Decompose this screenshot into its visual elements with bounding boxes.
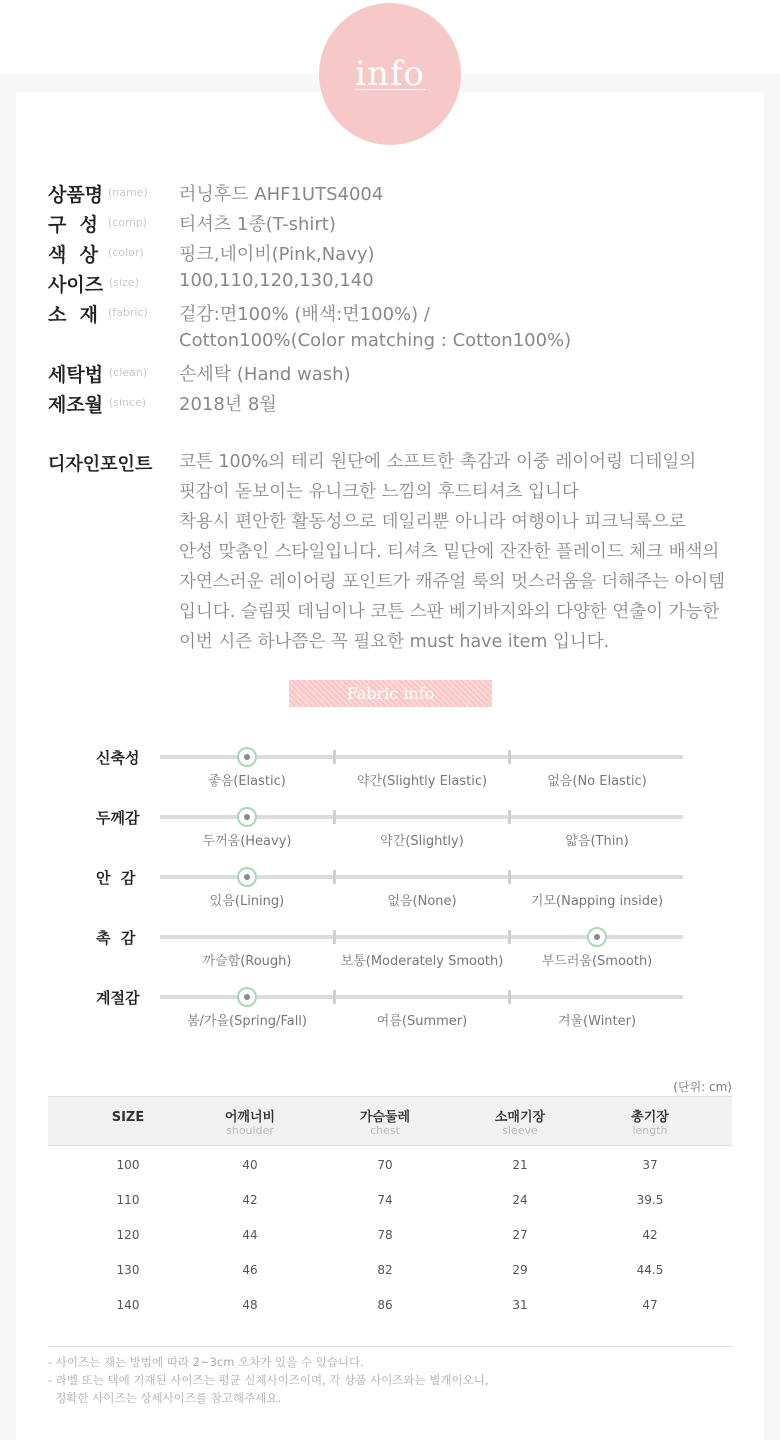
spec-label: 상품명 [48,184,104,206]
table-cell: 44 [242,1228,258,1242]
info-badge [319,3,461,145]
fabric-option: 얇음(Thin) [565,834,629,849]
spec-label: 구 성 [48,214,98,236]
design-line: 이번 시즌 하나쯤은 꼭 필요한 must have item 입니다. [179,632,610,652]
table-cell: 74 [377,1193,393,1207]
fabric-option: 두꺼움(Heavy) [202,834,292,849]
unit-note: (단위: cm) [673,1080,732,1094]
column-header [455,1097,585,1137]
scale-divider [333,810,336,824]
fabric-option: 부드러움(Smooth) [541,954,653,969]
design-line: 코튼 100%의 테리 원단에 소프트한 촉감과 이중 레이어링 디테일의 [179,452,697,472]
size-table [48,1096,732,1321]
table-cell: 78 [377,1228,393,1242]
table-cell: 42 [642,1228,658,1242]
spec-label: 사이즈 [48,274,104,296]
fabric-option: 여름(Summer) [376,1014,468,1029]
column-header-en: length [632,1124,668,1137]
fabric-row [0,928,780,988]
column-header-ko: 총기장 [631,1110,669,1125]
spec-value: 겉감:면100% (배색:면100%) / [179,304,430,325]
selected-indicator [237,867,257,887]
spec-value: Cotton100%(Color matching : Cotton100%) [179,330,572,351]
column-header-en: chest [370,1124,400,1137]
selected-indicator [237,807,257,827]
design-point-text [179,450,764,660]
spec-value: 손세탁 (Hand wash) [179,364,351,385]
fabric-option: 약간(Slightly) [380,834,464,849]
table-cell: 140 [116,1298,140,1312]
table-cell: 70 [377,1158,393,1172]
spec-label: 제조월 [48,394,104,416]
fabric-option: 있음(Lining) [209,894,285,909]
column-header [185,1097,315,1137]
column-header [320,1097,450,1137]
table-row [48,1146,732,1181]
fabric-row-label: 촉 감 [96,929,136,947]
size-notes [48,1353,488,1407]
fabric-row-label: 두께감 [96,809,140,827]
table-cell: 130 [116,1263,140,1277]
spec-label: 색 상 [48,244,98,266]
fabric-info-banner: Fabric info [289,680,492,707]
design-line: 착용시 편안한 활동성으로 데일리뿐 아니라 여행이나 피크닉룩으로 [179,512,686,532]
scale-divider [333,870,336,884]
table-cell: 46 [242,1263,258,1277]
fabric-row [0,808,780,868]
column-header-ko: 가슴둘레 [359,1110,411,1125]
table-cell: 120 [116,1228,140,1242]
selected-indicator [237,987,257,1007]
table-row [48,1181,732,1216]
note-line: - 사이즈는 재는 방법에 따라 2~3cm 오차가 있을 수 있습니다. [48,1355,364,1369]
column-header [63,1097,193,1125]
table-divider [48,1346,732,1347]
spec-label: 소 재 [48,304,98,326]
scale-divider [333,990,336,1004]
scale-divider [333,750,336,764]
scale-divider [508,750,511,764]
table-cell: 29 [512,1263,528,1277]
size-table-header [48,1096,732,1146]
table-cell: 40 [242,1158,258,1172]
selected-indicator [237,747,257,767]
table-row [48,1251,732,1286]
spec-sublabel: (clean) [109,366,148,379]
table-cell: 100 [116,1158,140,1172]
fabric-row [0,988,780,1048]
table-cell: 27 [512,1228,528,1242]
table-row [48,1286,732,1321]
fabric-row [0,868,780,928]
spec-value: 100,110,120,130,140 [179,270,374,291]
scale-divider [508,870,511,884]
fabric-option: 없음(No Elastic) [547,774,647,789]
design-line: 입니다. 슬림핏 데님이나 코튼 스판 베기바지와의 다양한 연출이 가능한 [179,602,720,622]
column-header-ko: 어깨너비 [224,1110,276,1125]
column-header-en: shoulder [226,1124,274,1137]
info-title: info [355,54,425,94]
selected-indicator [587,927,607,947]
size-table-body [48,1146,732,1321]
spec-sublabel: (fabric) [108,306,148,319]
note-line: - 라벨 또는 택에 기재된 사이즈는 평균 신체사이즈이며, 각 상품 사이즈와는 별개이오니, [48,1373,489,1387]
table-cell: 42 [242,1193,258,1207]
fabric-option: 봄/가을(Spring/Fall) [186,1014,307,1029]
fabric-option: 기모(Napping inside) [530,894,664,909]
spec-sublabel: (color) [108,246,144,259]
fabric-row-label: 안 감 [96,869,136,887]
table-cell: 48 [242,1298,258,1312]
fabric-row-label: 신축성 [96,749,140,767]
fabric-option: 까슬함(Rough) [202,954,292,969]
design-point-label: 디자인포인트 [48,454,153,475]
fabric-row [0,748,780,808]
table-cell: 31 [512,1298,528,1312]
scale-divider [508,930,511,944]
table-cell: 86 [377,1298,393,1312]
table-row [48,1216,732,1251]
table-cell: 110 [116,1193,140,1207]
fabric-option: 겨울(Winter) [557,1014,637,1029]
note-line: 정확한 사이즈는 상세사이즈를 참고해주세요. [48,1391,282,1405]
table-cell: 37 [642,1158,658,1172]
design-line: 핏감이 돋보이는 유니크한 느낌의 후드티셔츠 입니다 [179,482,579,502]
spec-sublabel: (name) [108,186,148,199]
column-header [585,1097,715,1137]
spec-value: 티셔츠 1종(T-shirt) [179,214,336,235]
spec-value: 2018년 8월 [179,394,277,415]
spec-value: 러닝후드 AHF1UTS4004 [179,184,384,205]
spec-sublabel: (since) [109,396,147,409]
table-cell: 44.5 [636,1263,664,1277]
table-cell: 39.5 [636,1193,664,1207]
fabric-option: 좋음(Elastic) [208,774,286,789]
scale-divider [508,990,511,1004]
table-cell: 24 [512,1193,528,1207]
fabric-option: 보통(Moderately Smooth) [340,954,504,969]
table-cell: 21 [512,1158,528,1172]
fabric-option: 약간(Slightly Elastic) [356,774,488,789]
spec-value: 핑크,네이비(Pink,Navy) [179,244,375,265]
spec-sublabel: (size) [109,276,139,289]
spec-label: 세탁법 [48,364,104,386]
column-header-ko: 소매기장 [494,1110,546,1125]
design-line: 자연스러운 레이어링 포인트가 캐쥬얼 룩의 멋스러움을 더해주는 아이템 [179,572,726,592]
scale-divider [508,810,511,824]
table-cell: 82 [377,1263,393,1277]
design-line: 안성 맞춤인 스타일입니다. 티셔츠 밑단에 잔잔한 플레이드 체크 배색의 [179,542,720,562]
column-header-en: sleeve [502,1124,538,1137]
scale-divider [333,930,336,944]
table-cell: 47 [642,1298,658,1312]
fabric-option: 없음(None) [387,894,457,909]
fabric-row-label: 계절감 [96,989,140,1007]
spec-sublabel: (comp) [108,216,148,229]
column-header-ko: SIZE [111,1110,145,1125]
